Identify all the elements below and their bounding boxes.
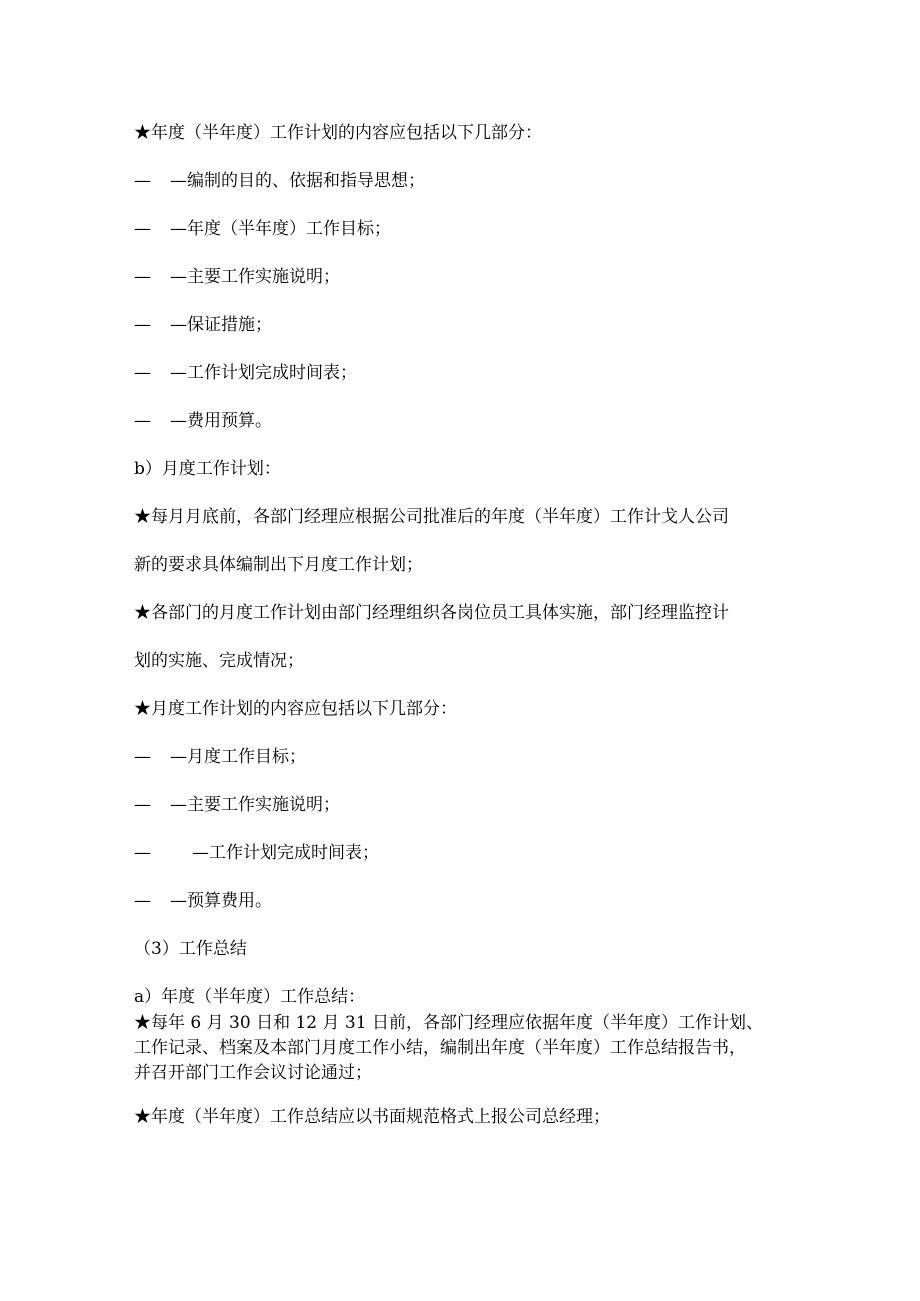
paragraph-line: 工作记录、档案及本部门月度工作小结，编制出年度（半年度）工作总结报告书， bbox=[134, 1038, 746, 1058]
paragraph-line: 新的要求具体编制出下月度工作计划； bbox=[134, 555, 423, 575]
monthly-plan-heading: b）月度工作计划： bbox=[134, 459, 281, 479]
monthly-plan-contents-heading: ★月度工作计划的内容应包括以下几部分： bbox=[134, 699, 457, 719]
list-item-text: —预算费用。 bbox=[170, 891, 272, 911]
list-item bbox=[134, 266, 340, 288]
list-item-text: —费用预算。 bbox=[170, 411, 272, 431]
paragraph-line: ★每月月底前，各部门经理应根据公司批准后的年度（半年度）工作计戈人公司 bbox=[134, 507, 729, 527]
dash-marker: — bbox=[134, 411, 151, 431]
list-item-text: —月度工作目标； bbox=[170, 747, 306, 767]
paragraph-line: 并召开部门工作会议讨论通过； bbox=[134, 1063, 372, 1083]
list-item-text: —编制的目的、依据和指导思想； bbox=[170, 171, 425, 191]
list-item bbox=[134, 362, 357, 384]
paragraph-line: ★年度（半年度）工作总结应以书面规范格式上报公司总经理； bbox=[134, 1107, 610, 1127]
list-item-text: —主要工作实施说明； bbox=[170, 267, 340, 287]
section-heading: （3）工作总结 bbox=[134, 939, 247, 959]
dash-marker: — bbox=[134, 267, 151, 287]
paragraph-line: ★各部门的月度工作计划由部门经理组织各岗位员工具体实施，部门经理监控计 bbox=[134, 603, 729, 623]
annual-summary-heading: a）年度（半年度）工作总结： bbox=[134, 987, 366, 1007]
dash-marker: — bbox=[134, 843, 151, 863]
paragraph-line: 划的实施、完成情况； bbox=[134, 651, 304, 671]
dash-marker: — bbox=[134, 891, 151, 911]
dash-marker: — bbox=[134, 219, 151, 239]
list-item bbox=[134, 314, 272, 336]
list-item bbox=[134, 170, 425, 192]
dash-marker: — bbox=[134, 747, 151, 767]
list-item bbox=[134, 218, 391, 240]
list-item-text: —年度（半年度）工作目标； bbox=[170, 219, 391, 239]
dash-marker: — bbox=[134, 795, 151, 815]
annual-summary-paragraph bbox=[134, 1011, 814, 1086]
list-item-text: —主要工作实施说明； bbox=[170, 795, 340, 815]
dash-marker: — bbox=[134, 171, 151, 191]
annual-plan-contents-heading: ★年度（半年度）工作计划的内容应包括以下几部分： bbox=[134, 123, 542, 143]
list-item-text: —工作计划完成时间表； bbox=[192, 843, 379, 863]
list-item bbox=[134, 410, 272, 432]
list-item-text: —工作计划完成时间表； bbox=[170, 363, 357, 383]
dash-marker: — bbox=[134, 315, 151, 335]
list-item bbox=[134, 746, 306, 768]
list-item bbox=[134, 842, 379, 864]
list-item-text: —保证措施； bbox=[170, 315, 272, 335]
dash-marker: — bbox=[134, 363, 151, 383]
list-item bbox=[134, 890, 272, 912]
paragraph-line: ★每年 6 月 30 日和 12 月 31 日前，各部门经理应依据年度（半年度）工作计划、 bbox=[134, 1013, 763, 1033]
list-item bbox=[134, 794, 340, 816]
